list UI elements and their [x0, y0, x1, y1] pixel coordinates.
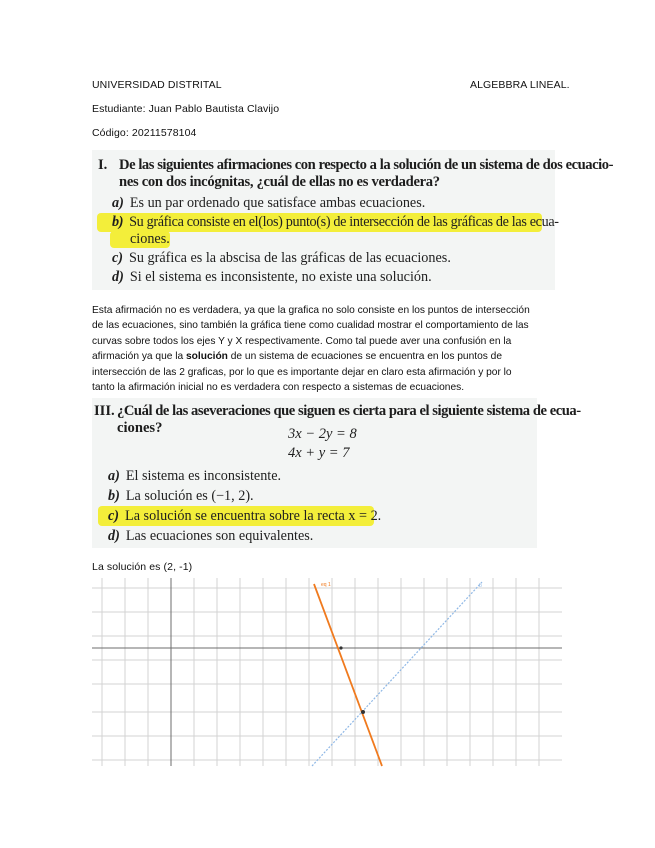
- answer1-line: intersección de las 2 graficas, por lo que es importante dejar en claro esta afirmación y por lo: [92, 366, 512, 378]
- question3-title-line2: ciones?: [117, 420, 163, 436]
- answer1-line: curvas sobre todos los ejes Y y X respectivamente. Como tal puede aver una confusión en la: [92, 335, 512, 347]
- answer1-line: de las ecuaciones, sino también la gráfica tiene como cualidad mostrar el comportamiento de las: [92, 320, 529, 332]
- equation-1: 3x − 2y = 8: [288, 426, 357, 442]
- question1-title-line1: De las siguientes afirmaciones con respecto a la solución de un sistema de dos ecuacio-: [119, 157, 614, 173]
- question3-image: [92, 398, 581, 548]
- student-name: Estudiante: Juan Pablo Bautista Clavijo: [92, 103, 280, 115]
- q1-option-a: a) Es un par ordenado que satisface ambas ecuaciones.: [112, 195, 426, 211]
- equation-2: 4x + y = 7: [288, 445, 350, 461]
- question1-title-line2: nes con dos incógnitas, ¿cuál de ellas no es verdadera?: [119, 174, 440, 190]
- intersection-point: [361, 710, 365, 714]
- answer1-line: Esta afirmación no es verdadera, ya que la grafica no solo consiste en los puntos de intersección: [92, 305, 530, 316]
- question3-title-line1: ¿Cuál de las aseveraciones que siguen es cierta para el siguiente sistema de ecua-: [117, 403, 581, 419]
- q1-option-b-cont: ciones.: [130, 231, 170, 247]
- solution-graph: [92, 578, 562, 766]
- intercept-point: [339, 646, 342, 649]
- graph-background: [92, 578, 562, 766]
- question1-number: I.: [98, 157, 108, 173]
- answer1-paragraph: [92, 303, 562, 395]
- answer1-line: tanto la afirmación inicial no es verdadera con respecto a sistemas de ecuaciones.: [92, 382, 465, 394]
- student-code: Código: 20211578104: [92, 127, 197, 139]
- answer1-line: afirmación ya que la solución de un sistema de ecuaciones se encuentra en los puntos de: [92, 351, 503, 363]
- q3-option-a: a) El sistema es inconsistente.: [108, 468, 282, 484]
- line1-label: eq 1: [321, 582, 331, 588]
- question1-image: [92, 150, 614, 290]
- q3-option-b: b) La solución es (−1, 2).: [108, 488, 254, 504]
- q3-option-d: d) Las ecuaciones son equivalentes.: [108, 528, 314, 544]
- q1-option-c: c) Su gráfica es la abscisa de las gráficas de las ecuaciones.: [112, 250, 451, 266]
- q1-option-d: d) Si el sistema es inconsistente, no existe una solución.: [112, 269, 432, 285]
- university-name: UNIVERSIDAD DISTRITAL: [92, 79, 222, 91]
- q3-option-c: c) La solución se encuentra sobre la recta x = 2.: [108, 508, 382, 524]
- q1-option-b: b) Su gráfica consiste en el(los) punto(s) de intersección de las gráficas de las ecua-: [112, 214, 559, 230]
- answer3-text: La solución es (2, -1): [92, 561, 193, 573]
- line2-label: b: [479, 583, 482, 589]
- question3-number: III.: [94, 403, 115, 419]
- course-name: ALGEBBRA LINEAL.: [470, 79, 570, 91]
